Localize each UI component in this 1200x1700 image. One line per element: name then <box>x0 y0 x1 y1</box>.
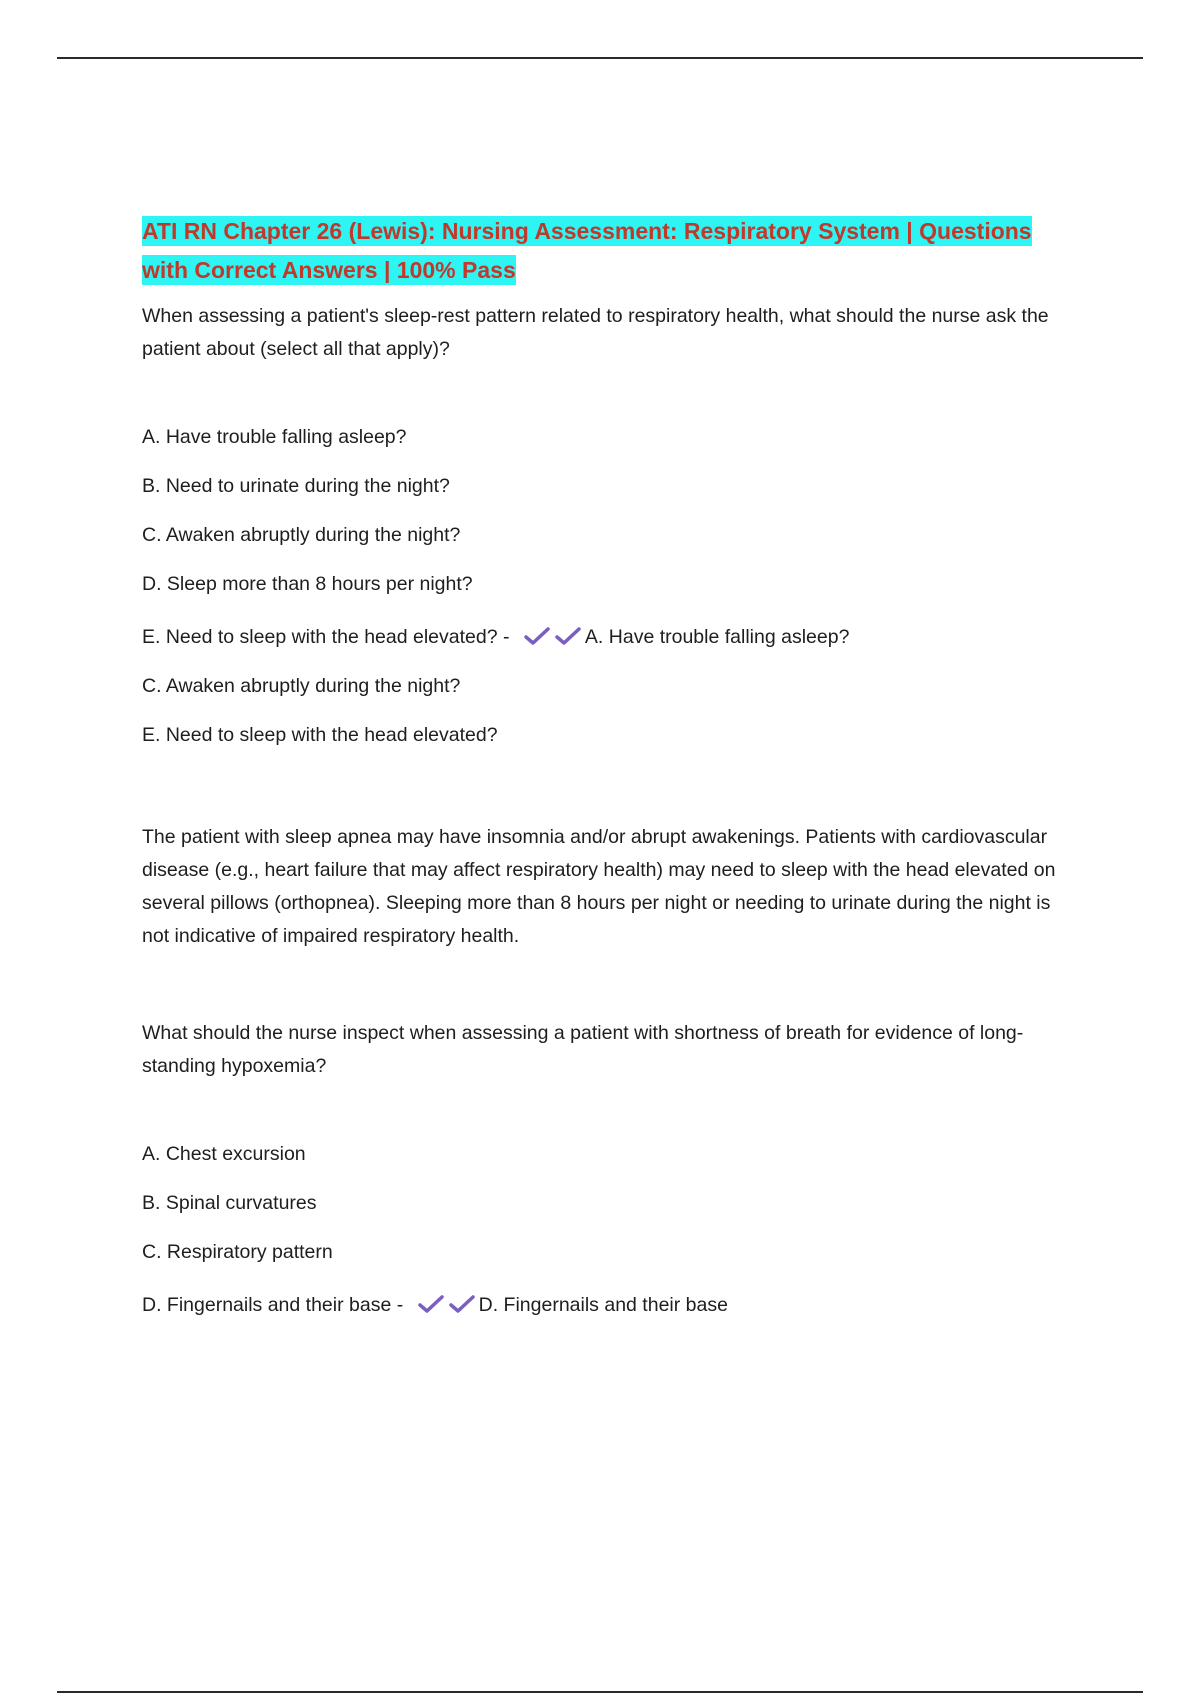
q1-answer-1: A. Have trouble falling asleep? <box>584 626 850 648</box>
q2-option-d: D. Fingernails and their base - <box>142 1294 404 1316</box>
q2-option-a: A. Chest excursion <box>142 1143 306 1165</box>
check-mark-icon <box>523 626 551 646</box>
q1-option-a: A. Have trouble falling asleep? <box>142 426 407 448</box>
q1-option-c: C. Awaken abruptly during the night? <box>142 524 461 546</box>
q1-answer-2: C. Awaken abruptly during the night? <box>142 675 461 697</box>
q1-option-d: D. Sleep more than 8 hours per night? <box>142 573 473 595</box>
top-rule <box>57 57 1143 59</box>
question-1-text: When assessing a patient's sleep-rest pattern related to respiratory health, what should the nurse ask the patient about (select all that apply)? <box>142 305 1049 360</box>
bottom-rule <box>57 1691 1143 1693</box>
q1-option-e-with-answer <box>142 624 1062 650</box>
check-mark-icon <box>417 1294 445 1314</box>
document-title <box>142 212 1062 290</box>
q2-option-b: B. Spinal curvatures <box>142 1192 317 1214</box>
question-2-text: What should the nurse inspect when assessing a patient with shortness of breath for evidence of long-standing hypoxemia? <box>142 1022 1024 1077</box>
check-mark-icon <box>448 1294 476 1314</box>
q2-option-d-with-answer <box>142 1292 1062 1318</box>
q2-answer-1: D. Fingernails and their base <box>478 1294 728 1316</box>
document-body <box>142 212 1062 1341</box>
check-mark-icon <box>554 626 582 646</box>
title-highlight: ATI RN Chapter 26 (Lewis): Nursing Assessment: Respiratory System | Questions with Correct Answers | 100% Pass <box>142 218 1032 283</box>
q1-rationale: The patient with sleep apnea may have insomnia and/or abrupt awakenings. Patients with cardiovascular disease (e.g., heart failure that may affect respiratory health) may need to sleep with the head elevated on several pillows (orthopnea). Sleeping more than 8 hours per night or needing to urinate during the night is not indicative of impaired respiratory health. <box>142 826 1056 947</box>
q2-option-c: C. Respiratory pattern <box>142 1241 333 1263</box>
q1-answer-3: E. Need to sleep with the head elevated? <box>142 724 498 746</box>
q1-option-e: E. Need to sleep with the head elevated? - <box>142 626 510 648</box>
q1-option-b: B. Need to urinate during the night? <box>142 475 450 497</box>
